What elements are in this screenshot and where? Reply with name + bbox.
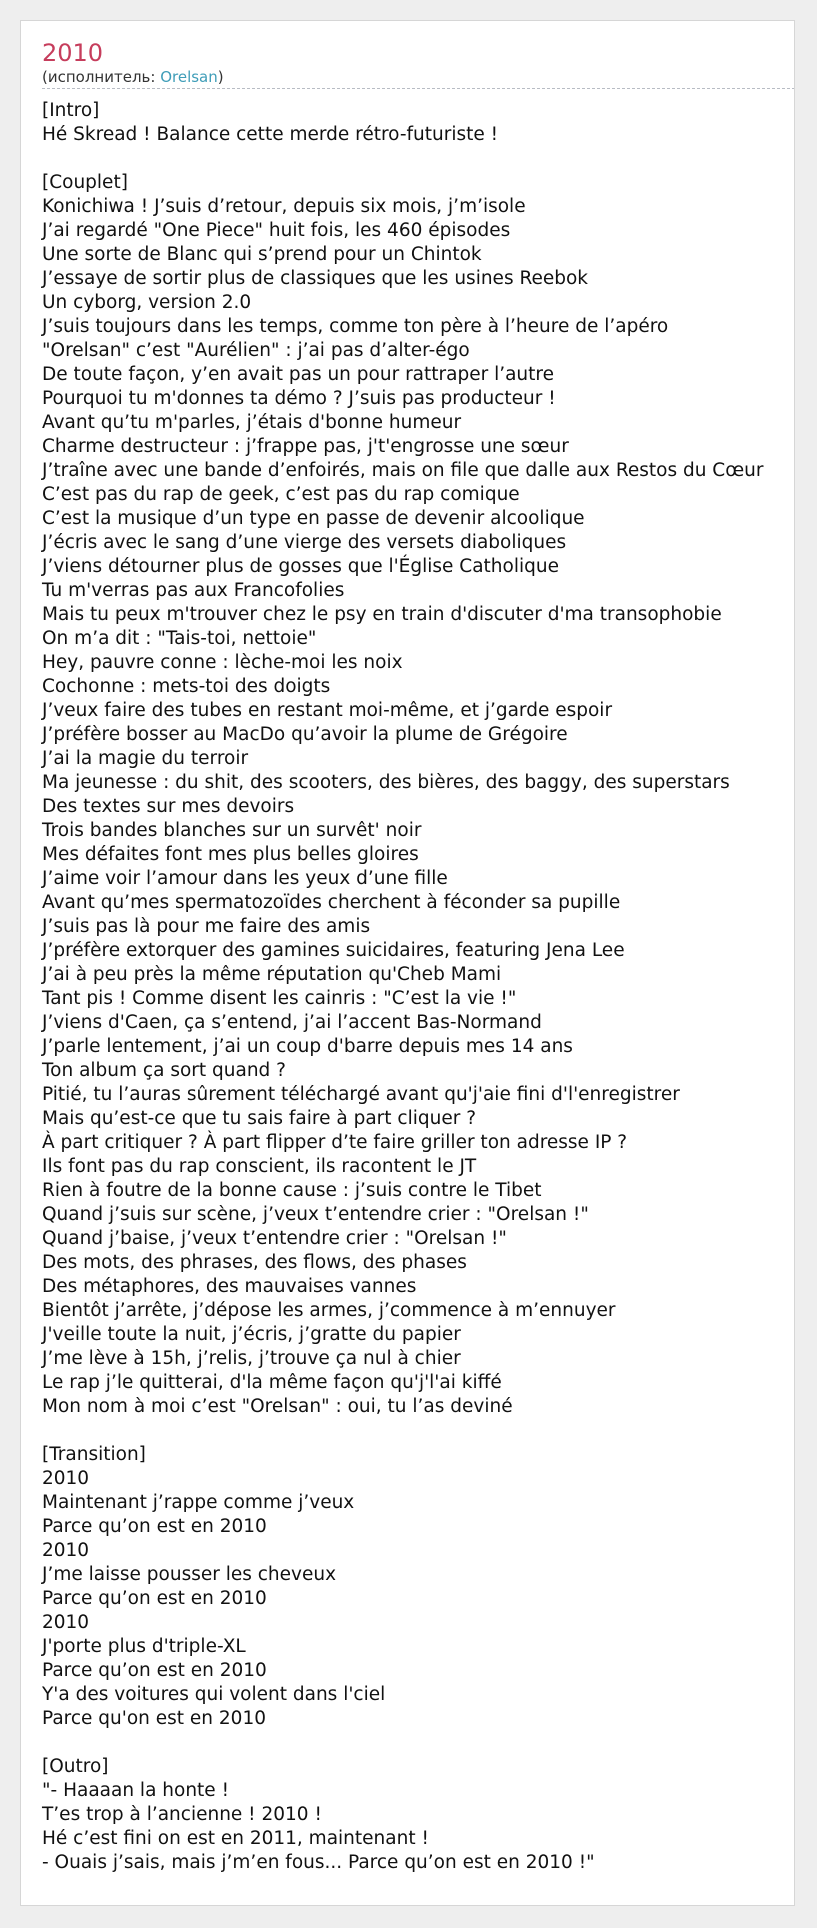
lyric-line: J’aime voir l’amour dans les yeux d’une fille bbox=[42, 868, 448, 889]
lyric-line: J’viens d'Caen, ça s’entend, j’ai l’accent Bas-Normand bbox=[42, 1012, 542, 1033]
lyric-line: J’suis toujours dans les temps, comme ton père à l’heure de l’apéro bbox=[42, 316, 669, 337]
lyric-line: Quand j’suis sur scène, j’veux t’entendre crier : "Orelsan !" bbox=[42, 1204, 589, 1225]
lyric-line: "- Haaaan la honte ! bbox=[42, 1780, 229, 1801]
lyric-line: Parce qu’on est en 2010 bbox=[42, 1516, 267, 1537]
lyric-line: Cochonne : mets-toi des doigts bbox=[42, 676, 331, 697]
lyric-line: Hey, pauvre conne : lèche-moi les noix bbox=[42, 652, 403, 673]
lyric-line: À part critiquer ? À part flipper d’te faire griller ton adresse IP ? bbox=[42, 1132, 628, 1153]
lyric-line: Y'a des voitures qui volent dans l'ciel bbox=[42, 1684, 386, 1705]
lyric-line: Rien à foutre de la bonne cause : j’suis contre le Tibet bbox=[42, 1180, 542, 1201]
blank-line bbox=[42, 1731, 795, 1755]
lyric-line: Des textes sur mes devoirs bbox=[42, 796, 295, 817]
lyric-line: 2010 bbox=[42, 1468, 90, 1489]
lyric-line: J’essaye de sortir plus de classiques que les usines Reebok bbox=[42, 268, 589, 289]
song-title: 2010 bbox=[42, 39, 104, 67]
lyric-line: Pitié, tu l’auras sûrement téléchargé avant qu'j'aie fini d'l'enregistrer bbox=[42, 1084, 680, 1105]
lyric-line: Hé Skread ! Balance cette merde rétro-futuriste ! bbox=[42, 124, 499, 145]
lyric-line: Tant pis ! Comme disent les cainris : "C’est la vie !" bbox=[42, 988, 517, 1009]
lyric-line: J’préfère bosser au MacDo qu’avoir la plume de Grégoire bbox=[42, 724, 568, 745]
lyric-line: [Transition] bbox=[42, 1444, 146, 1465]
lyric-line: J’suis pas là pour me faire des amis bbox=[42, 916, 371, 937]
lyric-line: Parce qu’on est en 2010 bbox=[42, 1588, 267, 1609]
lyric-line: J'porte plus d'triple-XL bbox=[42, 1636, 246, 1657]
lyric-line: Hé c’est fini on est en 2011, maintenant ! bbox=[42, 1828, 429, 1849]
lyric-line: Une sorte de Blanc qui s’prend pour un Chintok bbox=[42, 244, 482, 265]
lyric-line: On m’a dit : "Tais-toi, nettoie" bbox=[42, 628, 317, 649]
lyric-line: Trois bandes blanches sur un survêt' noir bbox=[42, 820, 422, 841]
lyrics-text bbox=[42, 99, 795, 1875]
lyric-line: J’me lève à 15h, j’relis, j’trouve ça nul à chier bbox=[42, 1348, 461, 1369]
lyric-line: [Intro] bbox=[42, 100, 100, 121]
lyric-line: C’est la musique d’un type en passe de devenir alcoolique bbox=[42, 508, 585, 529]
lyric-line: J’écris avec le sang d’une vierge des versets diaboliques bbox=[42, 532, 567, 553]
lyric-line: Parce qu’on est en 2010 bbox=[42, 1660, 267, 1681]
lyric-line: Quand j’baise, j’veux t’entendre crier : "Orelsan !" bbox=[42, 1228, 507, 1249]
artist-prefix: (исполнитель: bbox=[42, 68, 161, 86]
lyric-line: J’ai à peu près la même réputation qu'Cheb Mami bbox=[42, 964, 502, 985]
lyric-line: Konichiwa ! J’suis d’retour, depuis six mois, j’m’isole bbox=[42, 196, 526, 217]
lyric-line: C’est pas du rap de geek, c’est pas du rap comique bbox=[42, 484, 520, 505]
lyric-line: J’veux faire des tubes en restant moi-même, et j’garde espoir bbox=[42, 700, 613, 721]
lyric-line: Parce qu'on est en 2010 bbox=[42, 1708, 266, 1729]
lyric-line: [Outro] bbox=[42, 1756, 109, 1777]
lyrics-card bbox=[20, 20, 795, 1906]
lyric-line: Charme destructeur : j’frappe pas, j't'engrosse une sœur bbox=[42, 436, 569, 457]
lyric-line: J'veille toute la nuit, j’écris, j’gratte du papier bbox=[42, 1324, 461, 1345]
artist-line bbox=[42, 68, 795, 86]
lyric-line: Des métaphores, des mauvaises vannes bbox=[42, 1276, 417, 1297]
lyric-line: Mais tu peux m'trouver chez le psy en train d'discuter d'ma transophobie bbox=[42, 604, 722, 625]
lyric-line: J’viens détourner plus de gosses que l'Église Catholique bbox=[42, 556, 559, 577]
lyric-line: J’ai la magie du terroir bbox=[42, 748, 249, 769]
lyric-line: Mon nom à moi c’est "Orelsan" : oui, tu l’as deviné bbox=[42, 1396, 513, 1417]
lyric-line: "Orelsan" c’est "Aurélien" : j’ai pas d’alter-égo bbox=[42, 340, 470, 361]
lyric-line: [Couplet] bbox=[42, 172, 128, 193]
lyric-line: J’parle lentement, j’ai un coup d'barre depuis mes 14 ans bbox=[42, 1036, 573, 1057]
lyric-line: De toute façon, y’en avait pas un pour rattraper l’autre bbox=[42, 364, 554, 385]
lyric-line: 2010 bbox=[42, 1540, 90, 1561]
lyric-line: Maintenant j’rappe comme j’veux bbox=[42, 1492, 355, 1513]
lyric-line: Un cyborg, version 2.0 bbox=[42, 292, 252, 313]
lyric-line: T’es trop à l’ancienne ! 2010 ! bbox=[42, 1804, 322, 1825]
lyric-line: Le rap j’le quitterai, d'la même façon qu'j'l'ai kiffé bbox=[42, 1372, 502, 1393]
lyric-line: Des mots, des phrases, des flows, des phases bbox=[42, 1252, 467, 1273]
lyric-line: Avant qu’tu m'parles, j’étais d'bonne humeur bbox=[42, 412, 462, 433]
artist-suffix: ) bbox=[217, 68, 224, 86]
blank-line bbox=[42, 147, 795, 171]
lyric-line: Ma jeunesse : du shit, des scooters, des bières, des baggy, des superstars bbox=[42, 772, 730, 793]
artist-link[interactable]: Orelsan bbox=[160, 68, 218, 86]
lyric-line: 2010 bbox=[42, 1612, 90, 1633]
blank-line bbox=[42, 1419, 795, 1443]
lyric-line: Mais qu’est-ce que tu sais faire à part cliquer ? bbox=[42, 1108, 477, 1129]
lyric-line: Tu m'verras pas aux Francofolies bbox=[42, 580, 345, 601]
lyric-line: Avant qu’mes spermatozoïdes cherchent à féconder sa pupille bbox=[42, 892, 621, 913]
lyric-line: Pourquoi tu m'donnes ta démo ? J’suis pas producteur ! bbox=[42, 388, 556, 409]
song-header bbox=[42, 39, 795, 89]
lyric-line: J’me laisse pousser les cheveux bbox=[42, 1564, 337, 1585]
lyric-line: Ton album ça sort quand ? bbox=[42, 1060, 286, 1081]
lyric-line: Mes défaites font mes plus belles gloires bbox=[42, 844, 419, 865]
lyric-line: - Ouais j’sais, mais j’m’en fous... Parce qu’on est en 2010 !" bbox=[42, 1852, 595, 1873]
lyric-line: J’traîne avec une bande d’enfoirés, mais on file que dalle aux Restos du Cœur bbox=[42, 460, 764, 481]
lyric-line: Bientôt j’arrête, j’dépose les armes, j’commence à m’ennuyer bbox=[42, 1300, 616, 1321]
lyric-line: J’ai regardé "One Piece" huit fois, les 460 épisodes bbox=[42, 220, 511, 241]
lyric-line: Ils font pas du rap conscient, ils racontent le JT bbox=[42, 1156, 477, 1177]
lyric-line: J’préfère extorquer des gamines suicidaires, featuring Jena Lee bbox=[42, 940, 625, 961]
